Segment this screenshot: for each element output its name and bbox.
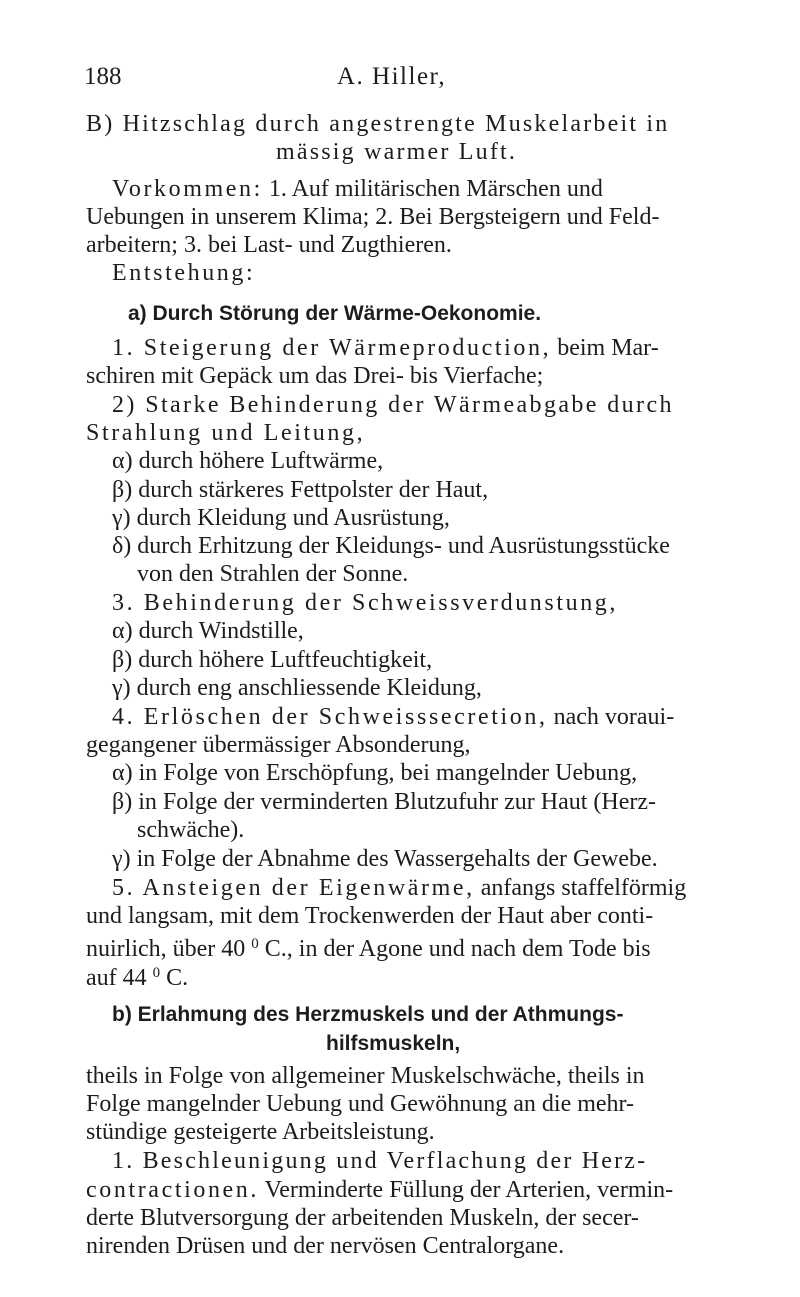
degree-sign: 0 [251,936,259,953]
item-5-line-1 [112,873,686,903]
vorkommen-line-3: arbeitern; 3. bei Last- und Zugthieren. [86,232,452,259]
item-1-line-2: schiren mit Gepäck um das Drei- bis Vierfache; [86,362,544,389]
part-b-line-1: theils in Folge von allgemeiner Muskelschwäche, theils in [86,1062,645,1089]
item-1-emphasis: 1. Steigerung der Wärmeproduction, [112,334,552,361]
item-5-emphasis: 5. Ansteigen der Eigenwärme, [112,874,475,901]
item-5-line-2: und langsam, mit dem Trockenwerden der Haut aber conti- [86,903,654,930]
vorkommen-line-2: Uebungen in unserem Klima; 2. Bei Bergsteigern und Feld- [86,204,660,231]
item-3-line-1: 3. Behinderung der Schweissverdunstung, [112,590,619,617]
item-4-line-1 [112,702,674,732]
vorkommen-label: Vorkommen: [112,175,263,202]
vorkommen-line-1 [112,174,603,204]
section-title-line-1: B) Hitzschlag durch angestrengte Muskelarbeit in [86,110,670,137]
item-5-line-3-b: C., in der Agone und nach dem Tode bis [264,936,651,963]
entstehung-label: Entstehung: [112,260,256,287]
item-2-delta-line-2: von den Strahlen der Sonne. [137,561,409,588]
item-1-line-1 [112,333,659,363]
section-title-line-2: mässig warmer Luft. [276,139,518,166]
item-4-beta-line-1: β) in Folge der verminderten Blutzufuhr zur Haut (Herz- [112,788,657,815]
item-2-line-1: 2) Starke Behinderung der Wärmeabgabe durch [112,391,674,418]
part-b-item-1-line-4: nirenden Drüsen und der nervösen Centralorgane. [86,1233,565,1259]
item-5-line-4 [86,958,188,993]
part-b-heading-line-1: b) Erlahmung des Herzmuskels und der Athmungs- [112,1002,624,1026]
item-2-beta: β) durch stärkeres Fettpolster der Haut, [112,476,489,503]
part-b-item-1-line-3: derte Blutversorgung der arbeitenden Muskeln, der secer- [86,1204,639,1231]
item-4-line-2: gegangener übermässiger Absonderung, [86,732,471,759]
page-number: 188 [84,63,122,90]
item-5-rest: anfangs staffelförmig [480,874,687,901]
part-b-line-3: stündige gesteigerte Arbeitsleistung. [86,1119,435,1146]
item-3-gamma: γ) durch eng anschliessende Kleidung, [112,674,482,701]
item-4-gamma: γ) in Folge der Abnahme des Wassergehalts der Gewebe. [112,845,658,872]
item-1-rest: beim Mar- [557,334,659,361]
part-a-heading: a) Durch Störung der Wärme-Oekonomie. [128,301,542,325]
item-3-alpha: α) durch Windstille, [112,618,304,645]
part-b-item-1-emphasis: contractionen. [86,1176,260,1203]
running-title: A. Hiller, [337,63,447,90]
item-4-beta-line-2: schwäche). [137,816,245,843]
item-2-gamma: γ) durch Kleidung und Ausrüstung, [112,504,450,531]
part-b-heading-line-2: hilfsmuskeln, [326,1031,461,1055]
item-4-emphasis: 4. Erlöschen der Schweisssecretion, [112,703,548,730]
item-2-delta-line-1: δ) durch Erhitzung der Kleidungs- und Ausrüstungsstücke [112,532,670,559]
part-b-item-1-rest: Verminderte Füllung der Arterien, vermin- [264,1176,674,1203]
item-2-alpha: α) durch höhere Luftwärme, [112,448,384,475]
part-b-item-1-line-2 [86,1175,673,1205]
item-5-line-4-a: auf 44 [86,964,147,991]
item-3-beta: β) durch höhere Luftfeuchtigkeit, [112,646,433,673]
item-5-line-4-b: C. [166,964,189,991]
degree-sign: 0 [152,964,161,981]
item-4-alpha: α) in Folge von Erschöpfung, bei mangelnder Uebung, [112,760,638,787]
item-2-line-2: Strahlung und Leitung, [86,420,366,447]
item-5-line-3-a: nuirlich, über 40 [86,936,246,963]
item-4-rest: nach voraui- [553,703,675,730]
vorkommen-text: 1. Auf militärischen Märschen und [268,175,603,202]
part-b-line-2: Folge mangelnder Uebung und Gewöhnung an die mehr- [86,1091,635,1118]
part-b-item-1-line-1: 1. Beschleunigung und Verflachung der Herz- [112,1148,648,1175]
